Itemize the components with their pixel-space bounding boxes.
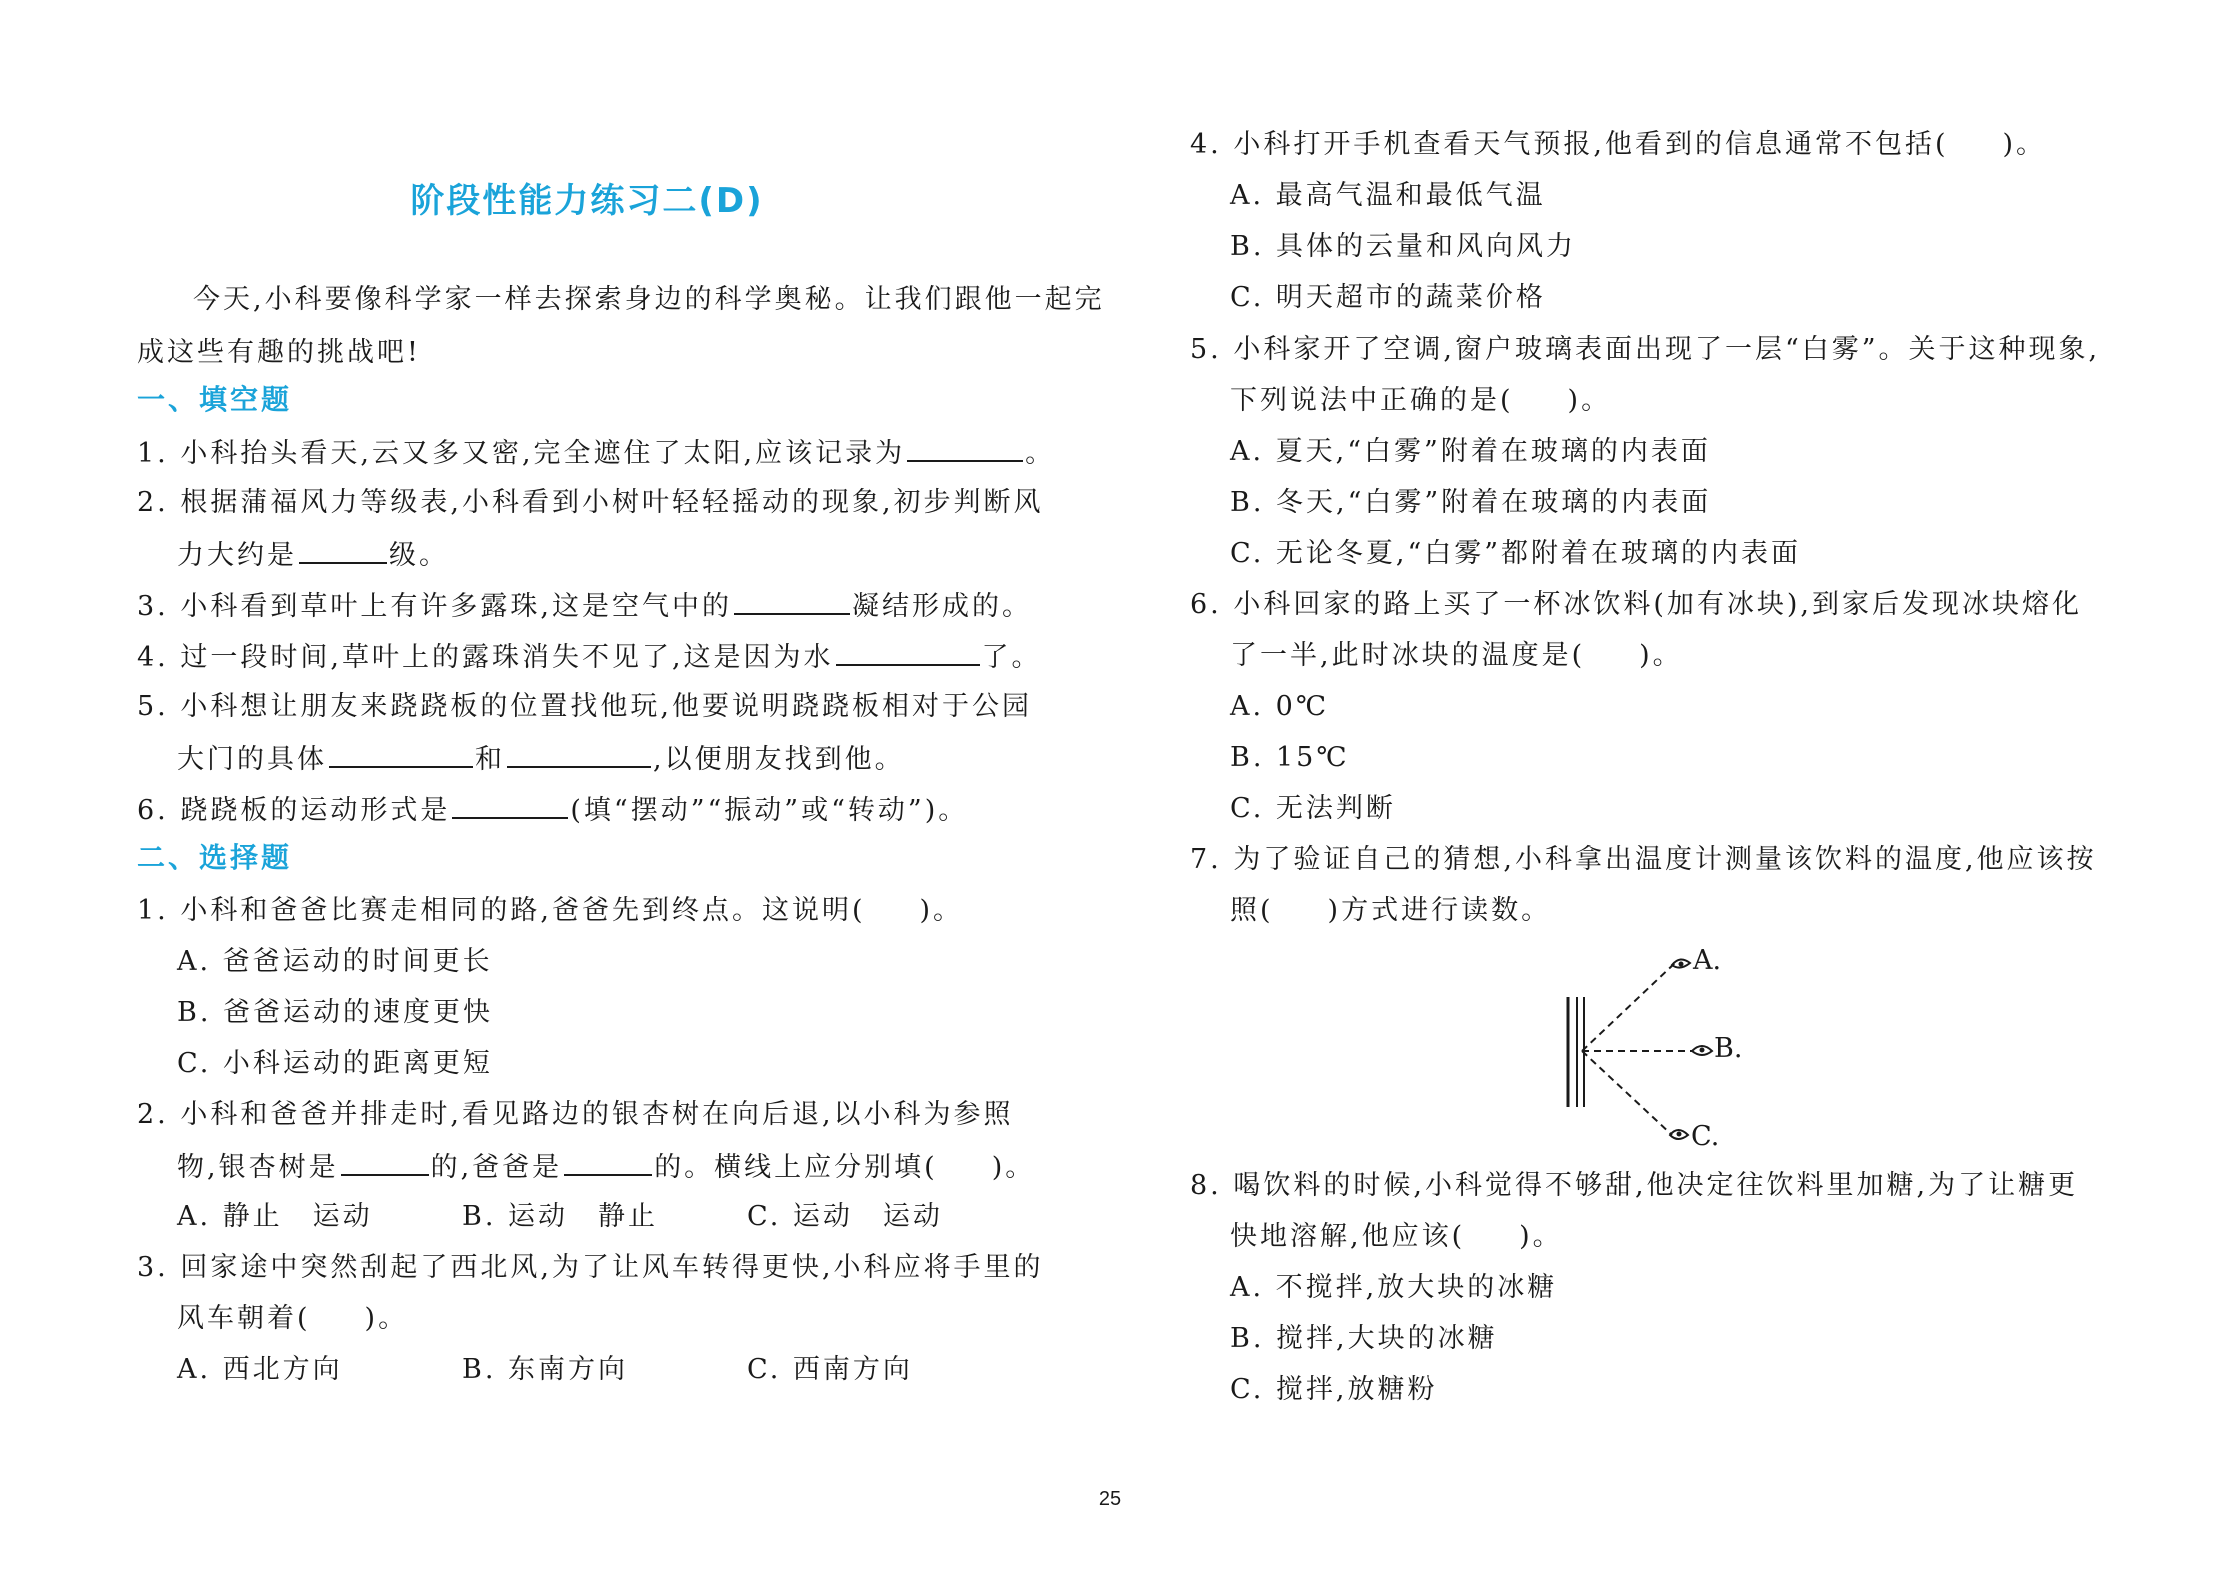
question-text: 小科打开手机查看天气预报,他看到的信息通常不包括( [1233, 129, 1949, 160]
choice-q7-line-1 [1190, 842, 2097, 878]
question-text: 小科抬头看天,云又多又密,完全遮住了太阳,应该记录为 [180, 438, 906, 469]
question-text: 小科回家的路上买了一杯冰饮料(加有冰块),到家后发现冰块熔化 [1233, 589, 2083, 620]
question-text: 为了验证自己的猜想,小科拿出温度计测量该饮料的温度,他应该按 [1233, 844, 2097, 875]
choice-q6-line-1 [1190, 587, 2082, 623]
question-text: 大门的具体 [177, 744, 327, 775]
question-number: 6. [1190, 589, 1222, 620]
choice-q8-line-2 [1230, 1219, 1563, 1255]
choice-q2-line-2 [177, 1148, 1035, 1186]
choice-q3-option-b[interactable]: B. 东南方向 [462, 1354, 629, 1385]
fill-q6 [137, 791, 968, 829]
question-text: 小科和爸爸并排走时,看见路边的银杏树在向后退,以小科为参照 [180, 1099, 1014, 1130]
question-text: 小科看到草叶上有许多露珠,这是空气中的 [180, 591, 732, 622]
choice-q6-option-c[interactable]: C. 无法判断 [1230, 793, 1396, 824]
question-text: 下列说法中正确的是( [1230, 385, 1514, 416]
choice-q8-option-b[interactable]: B. 搅拌,大块的冰糖 [1230, 1323, 1498, 1354]
question-number: 7. [1190, 844, 1222, 875]
question-text: 快地溶解,他应该( [1230, 1221, 1466, 1252]
fill-q1 [137, 434, 1055, 472]
question-text-end: (填“摆动”“振动”或“转动”)。 [570, 795, 969, 826]
question-text: 跷跷板的运动形式是 [180, 795, 451, 826]
question-number: 2. [137, 1099, 169, 1130]
question-text: 回家途中突然刮起了西北风,为了让风车转得更快,小科应将手里的 [180, 1252, 1044, 1283]
answer-blank[interactable] [836, 638, 980, 666]
sightline-a [1582, 963, 1675, 1051]
choice-q7-line-2 [1230, 893, 1551, 929]
choice-q4-option-b[interactable]: B. 具体的云量和风向风力 [1230, 231, 1577, 262]
thermometer-diagram-svg [1560, 945, 1790, 1165]
choice-q5-option-c[interactable]: C. 无论冬夏,“白雾”都附着在玻璃的内表面 [1230, 538, 1802, 569]
thermometer-reading-diagram [1560, 945, 1790, 1165]
question-number: 5. [137, 691, 169, 722]
question-number: 4. [1190, 129, 1222, 160]
diagram-label-b: B. [1714, 1033, 1743, 1064]
choice-q5-option-a[interactable]: A. 夏天,“白雾”附着在玻璃的内表面 [1230, 436, 1711, 467]
choice-q3-line-1 [137, 1250, 1044, 1286]
answer-blank[interactable] [564, 1148, 652, 1176]
question-text-mid: 的,爸爸是 [430, 1152, 563, 1183]
question-number: 3. [137, 591, 169, 622]
question-text-end: )。 [1639, 640, 1683, 671]
answer-blank[interactable] [734, 587, 850, 615]
fill-q4 [137, 638, 1042, 676]
question-number: 1. [137, 895, 169, 926]
choice-q2-option-c[interactable]: C. 运动 运动 [747, 1201, 943, 1232]
choice-q4-option-c[interactable]: C. 明天超市的蔬菜价格 [1230, 282, 1546, 313]
choice-q4-option-a[interactable]: A. 最高气温和最低气温 [1230, 180, 1546, 211]
question-text-end: )。 [1519, 1221, 1563, 1252]
answer-blank[interactable] [507, 740, 651, 768]
choice-q2-option-a[interactable]: A. 静止 运动 [177, 1201, 373, 1232]
section-fill-heading: 一、填空题 [137, 383, 293, 416]
question-number: 8. [1190, 1170, 1222, 1201]
fill-q3 [137, 587, 1032, 625]
question-text: 风车朝着( [177, 1303, 311, 1334]
choice-q1-option-c[interactable]: C. 小科运动的距离更短 [177, 1048, 493, 1079]
question-text: 小科想让朋友来跷跷板的位置找他玩,他要说明跷跷板相对于公园 [180, 691, 1032, 722]
answer-blank[interactable] [907, 434, 1023, 462]
choice-q3-option-a[interactable]: A. 西北方向 [177, 1354, 343, 1385]
question-number: 3. [137, 1252, 169, 1283]
fill-q2-line-1 [137, 485, 1044, 521]
sightline-c [1582, 1051, 1672, 1135]
question-text-end: )。 [1567, 385, 1612, 416]
answer-blank[interactable] [452, 791, 568, 819]
page-number: 25 [1098, 1488, 1122, 1510]
fill-q2-line-2 [177, 536, 449, 574]
question-text: 力大约是 [177, 540, 297, 571]
question-text: 根据蒲福风力等级表,小科看到小树叶轻轻摇动的现象,初步判断风 [180, 487, 1044, 518]
answer-blank[interactable] [341, 1148, 429, 1176]
question-text-end: 了。 [981, 642, 1042, 673]
question-text-end: )。 [919, 895, 964, 926]
eye-icon-a [1672, 959, 1690, 967]
choice-q6-option-b[interactable]: B. 15℃ [1230, 742, 1350, 773]
question-text: 过一段时间,草叶上的露珠消失不见了,这是因为水 [180, 642, 834, 673]
question-number: 4. [137, 642, 169, 673]
choice-q5-option-b[interactable]: B. 冬天,“白雾”附着在玻璃的内表面 [1230, 487, 1712, 518]
choice-q8-option-c[interactable]: C. 搅拌,放糖粉 [1230, 1374, 1438, 1405]
choice-q1-option-a[interactable]: A. 爸爸运动的时间更长 [177, 946, 493, 977]
choice-q2-option-b[interactable]: B. 运动 静止 [462, 1201, 659, 1232]
question-text-end: )。 [364, 1303, 409, 1334]
question-text: 小科和爸爸比赛走相同的路,爸爸先到终点。这说明( [180, 895, 866, 926]
choice-q6-option-a[interactable]: A. 0℃ [1230, 691, 1330, 722]
choice-q3-option-c[interactable]: C. 西南方向 [747, 1354, 913, 1385]
choice-q6-line-2 [1230, 638, 1683, 674]
diagram-label-c: C. [1691, 1121, 1720, 1152]
question-text: 喝饮料的时候,小科觉得不够甜,他决定往饮料里加糖,为了让糖更 [1233, 1170, 2079, 1201]
answer-blank[interactable] [299, 536, 387, 564]
intro-line-1: 今天,小科要像科学家一样去探索身边的科学奥秘。让我们跟他一起完 [193, 284, 1105, 315]
choice-q1-option-b[interactable]: B. 爸爸运动的速度更快 [177, 997, 494, 1028]
question-number: 5. [1190, 334, 1222, 365]
page-title: 阶段性能力练习二(D) [410, 181, 764, 221]
question-text-end: )。 [2002, 129, 2047, 160]
fill-q5-line-1 [137, 689, 1032, 725]
diagram-label-a: A. [1693, 945, 1722, 976]
question-text: 了一半,此时冰块的温度是( [1230, 640, 1586, 671]
question-text: 物,银杏树是 [177, 1152, 339, 1183]
choice-q1 [137, 893, 963, 929]
choice-q4 [1190, 127, 2046, 163]
choice-q3-line-2 [177, 1301, 408, 1337]
question-number: 1. [137, 438, 169, 469]
question-text-end: 凝结形成的。 [851, 591, 1032, 622]
question-text-mid: 的。横线上应分别填( [654, 1152, 938, 1183]
choice-q8-option-a[interactable]: A. 不搅拌,放大块的冰糖 [1230, 1272, 1558, 1303]
question-text-end: )。 [991, 1152, 1036, 1183]
question-text-end: )方式进行读数。 [1327, 895, 1552, 926]
intro-line-2: 成这些有趣的挑战吧! [137, 337, 421, 368]
question-number: 6. [137, 795, 169, 826]
question-text: 小科家开了空调,窗户玻璃表面出现了一层“白雾”。关于这种现象, [1233, 334, 2101, 365]
choice-q5-line-1 [1190, 332, 2100, 368]
choice-q5-line-2 [1230, 383, 1611, 419]
fill-q5-line-2 [177, 740, 905, 778]
eye-icon-c [1670, 1130, 1688, 1139]
question-text-mid: 和 [475, 744, 505, 775]
question-text: 照( [1230, 895, 1274, 926]
section-choice-heading: 二、选择题 [137, 841, 293, 874]
question-text-end: ,以便朋友找到他。 [653, 744, 905, 775]
choice-q8-line-1 [1190, 1168, 2078, 1204]
choice-q2-line-1 [137, 1097, 1014, 1133]
question-text-end: 级。 [389, 540, 449, 571]
question-text-end: 。 [1025, 438, 1056, 469]
answer-blank[interactable] [329, 740, 473, 768]
question-number: 2. [137, 487, 169, 518]
eye-icon-b [1692, 1046, 1712, 1055]
